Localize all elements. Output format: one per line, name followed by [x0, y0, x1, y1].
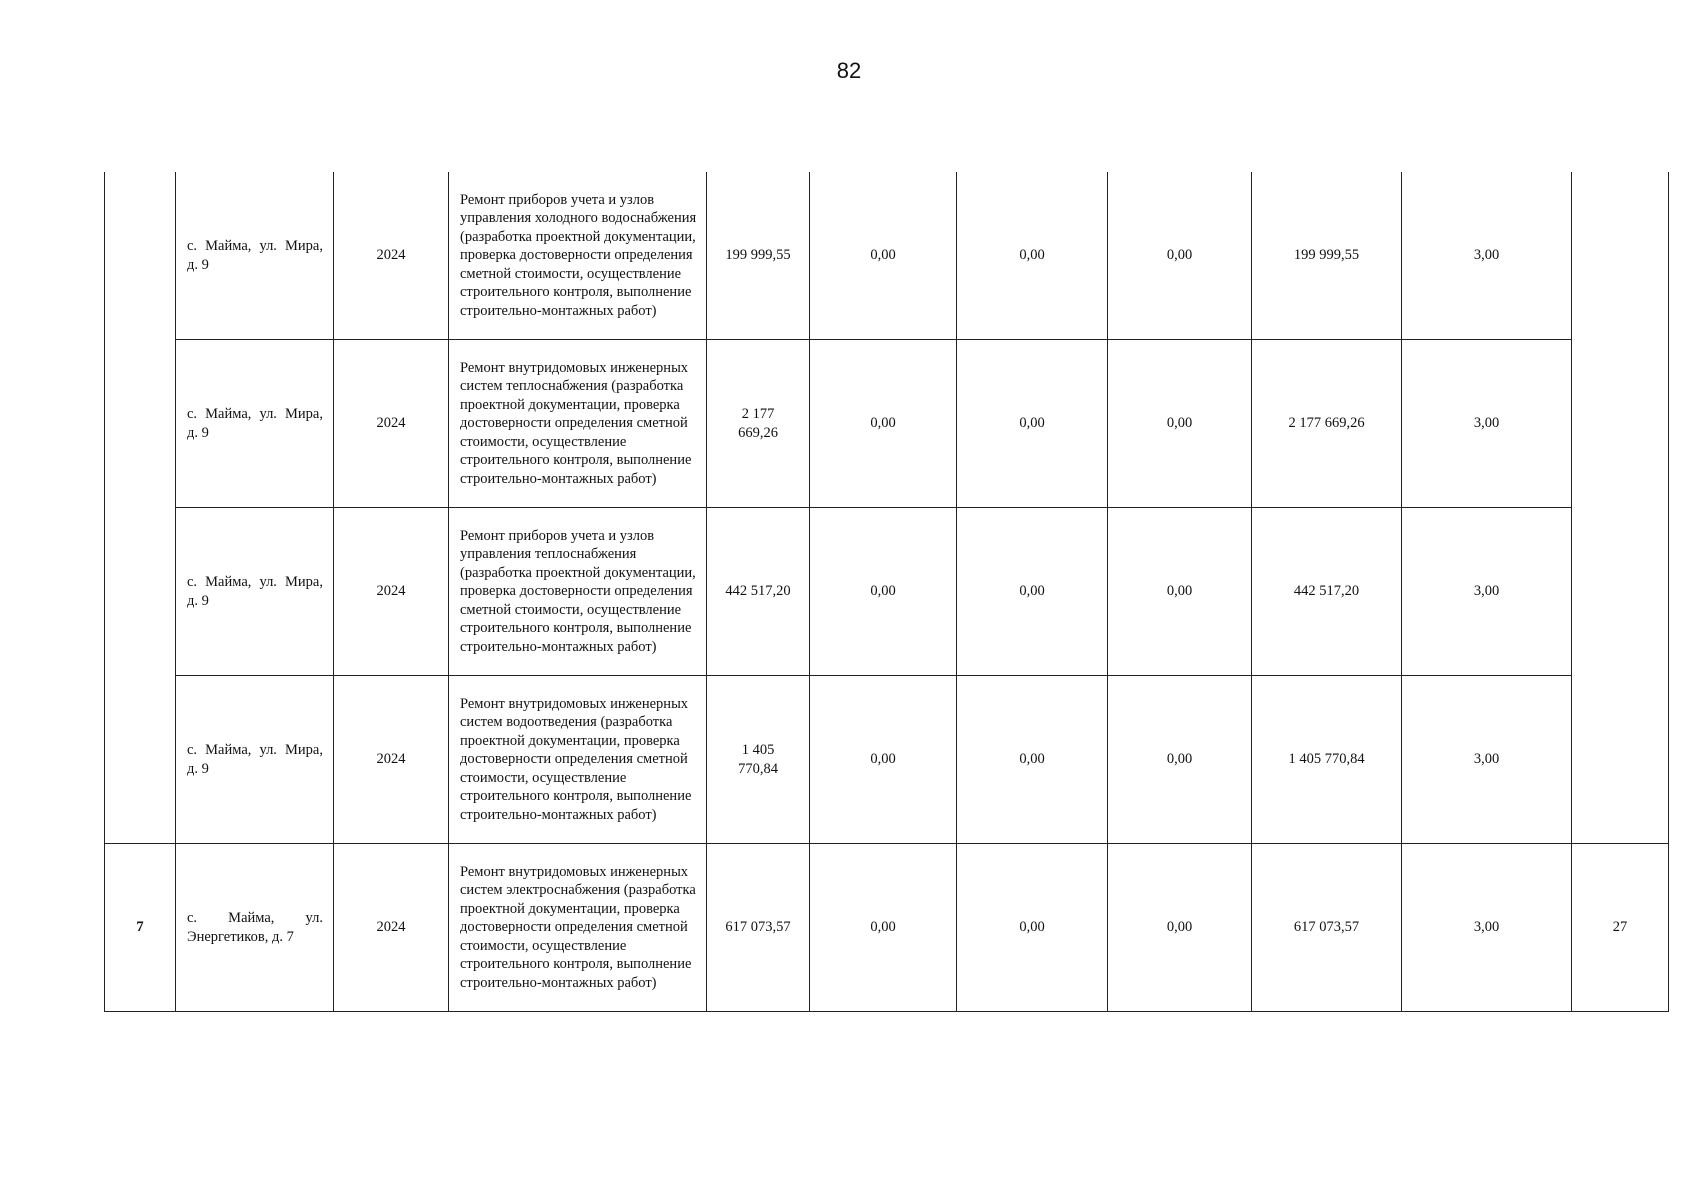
value-cell: 0,00: [1108, 340, 1252, 508]
value-cell: 0,00: [957, 508, 1108, 676]
address-cell: с. Майма, ул. Мира, д. 9: [176, 172, 334, 340]
table-row: [105, 172, 1669, 340]
value-cell: 27: [1572, 844, 1669, 1012]
work-description-cell: Ремонт внутридомовых инженерных систем водоотведения (разработка проектной документации, проверка достоверности определения сметной стоимости, осуществление строительного контроля, выполнение строительно-монтажных работ): [449, 676, 707, 844]
address-cell: с. Майма, ул. Мира, д. 9: [176, 340, 334, 508]
value-cell: 1 405 770,84: [1252, 676, 1402, 844]
work-description-cell: Ремонт внутридомовых инженерных систем электроснабжения (разработка проектной документации, проверка достоверности определения сметной стоимости, осуществление строительного контроля, выполнение строительно-монтажных работ): [449, 844, 707, 1012]
value-cell: [1572, 172, 1669, 340]
value-cell: 0,00: [810, 340, 957, 508]
value-cell: 0,00: [1108, 844, 1252, 1012]
table-row: [105, 508, 1669, 676]
year-cell: 2024: [334, 172, 449, 340]
year-cell: 2024: [334, 340, 449, 508]
address-cell: с. Майма, ул. Мира, д. 9: [176, 508, 334, 676]
work-description-cell: Ремонт приборов учета и узлов управления холодного водоснабжения (разработка проектной документации, проверка достоверности определения сметной стоимости, осуществление строительного контроля, выполнение строительно-монтажных работ): [449, 172, 707, 340]
value-cell: 0,00: [810, 508, 957, 676]
value-cell: 0,00: [957, 340, 1108, 508]
value-cell: 3,00: [1402, 340, 1572, 508]
value-cell: 0,00: [1108, 172, 1252, 340]
value-cell: 0,00: [1108, 676, 1252, 844]
value-cell: 0,00: [810, 676, 957, 844]
value-cell: 0,00: [957, 844, 1108, 1012]
value-cell: 0,00: [810, 844, 957, 1012]
value-cell: 3,00: [1402, 844, 1572, 1012]
total-cost-cell: 2 177 669,26: [707, 340, 810, 508]
table-row: [105, 340, 1669, 508]
value-cell: 3,00: [1402, 676, 1572, 844]
value-cell: 3,00: [1402, 172, 1572, 340]
table-row: [105, 844, 1669, 1012]
value-cell: 617 073,57: [1252, 844, 1402, 1012]
address-cell: с. Майма, ул. Энергетиков, д. 7: [176, 844, 334, 1012]
row-number: [105, 340, 176, 508]
value-cell: [1572, 508, 1669, 676]
value-cell: 0,00: [957, 172, 1108, 340]
work-description-cell: Ремонт приборов учета и узлов управления теплоснабжения (разработка проектной документации, проверка достоверности определения сметной стоимости, осуществление строительного контроля, выполнение строительно-монтажных работ): [449, 508, 707, 676]
total-cost-cell: 442 517,20: [707, 508, 810, 676]
value-cell: 199 999,55: [1252, 172, 1402, 340]
row-number: 7: [105, 844, 176, 1012]
row-number: [105, 676, 176, 844]
value-cell: 0,00: [957, 676, 1108, 844]
value-cell: 3,00: [1402, 508, 1572, 676]
value-cell: 0,00: [810, 172, 957, 340]
value-cell: [1572, 340, 1669, 508]
year-cell: 2024: [334, 508, 449, 676]
value-cell: 0,00: [1108, 508, 1252, 676]
page-number: 82: [836, 58, 862, 83]
value-cell: 442 517,20: [1252, 508, 1402, 676]
row-number: [105, 172, 176, 340]
works-table: [104, 172, 1669, 1012]
total-cost-cell: 199 999,55: [707, 172, 810, 340]
year-cell: 2024: [334, 676, 449, 844]
address-cell: с. Майма, ул. Мира, д. 9: [176, 676, 334, 844]
value-cell: [1572, 676, 1669, 844]
year-cell: 2024: [334, 844, 449, 1012]
row-number: [105, 508, 176, 676]
total-cost-cell: 617 073,57: [707, 844, 810, 1012]
total-cost-cell: 1 405 770,84: [707, 676, 810, 844]
work-description-cell: Ремонт внутридомовых инженерных систем теплоснабжения (разработка проектной документации, проверка достоверности определения сметной стоимости, осуществление строительного контроля, выполнение строительно-монтажных работ): [449, 340, 707, 508]
value-cell: 2 177 669,26: [1252, 340, 1402, 508]
table-row: [105, 676, 1669, 844]
